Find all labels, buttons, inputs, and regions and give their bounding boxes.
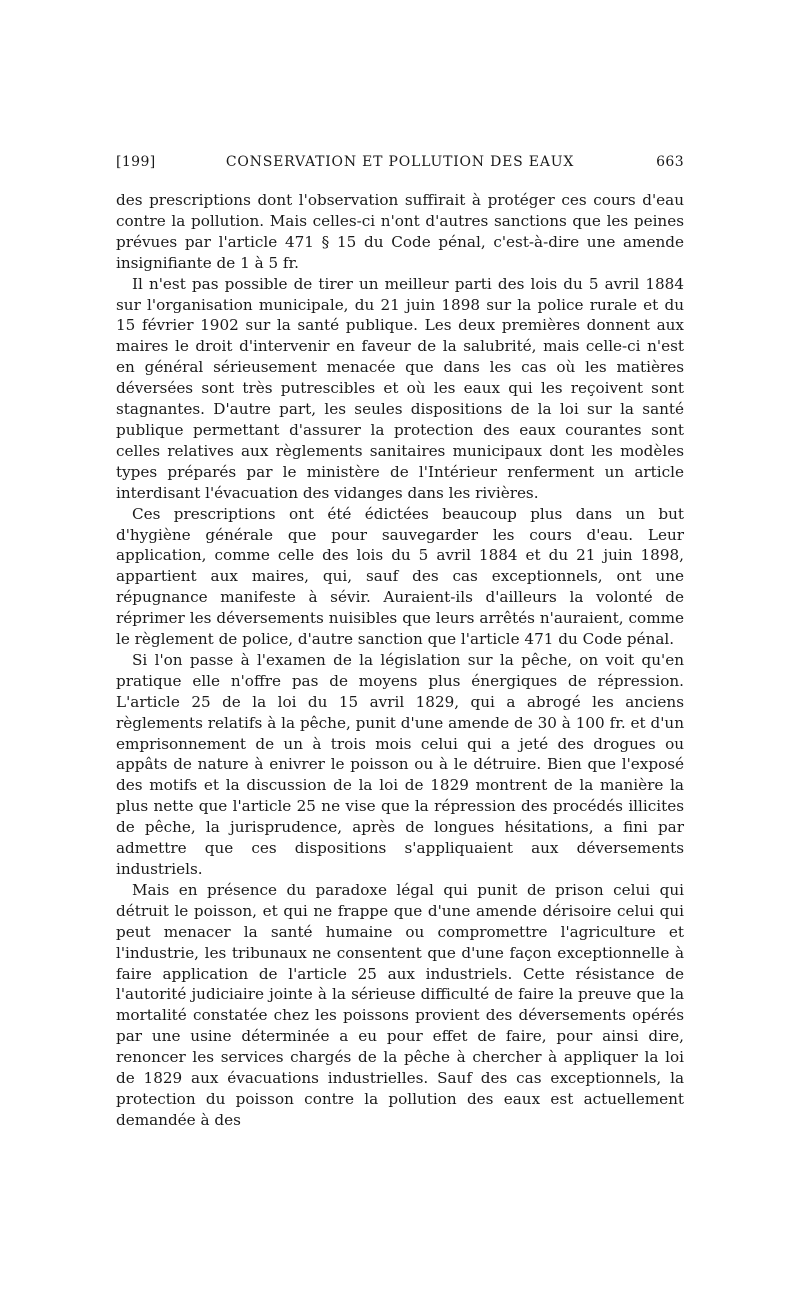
paragraph-continued: des prescriptions dont l'observation suffirait à protéger ces cours d'eau contre la pollution. Mais celles-ci n'ont d'autres sanctions que les peines prévues par l'article 471 § 15 du Code pénal, c'est-à-dire une amende insignifiante de 1 à 5 fr. bbox=[116, 191, 684, 272]
body-text bbox=[116, 190, 684, 1131]
page-number: 663 bbox=[656, 154, 684, 170]
book-page bbox=[116, 150, 684, 1131]
running-header bbox=[116, 150, 684, 176]
paragraph: Si l'on passe à l'examen de la législation sur la pêche, on voit qu'en pratique elle n'offre pas de moyens plus énergiques de répression. L'article 25 de la loi du 15 avril 1829, qui a abrogé les anciens règlements relatifs à la pêche, punit d'une amende de 30 à 100 fr. et d'un emprisonnement de un à trois mois celui qui a jeté des drogues ou appâts de nature à enivrer le poisson ou à le détruire. Bien que l'exposé des motifs et la discussion de la loi de 1829 montrent de la manière la plus nette que l'article 25 ne vise que la répression des procédés illicites de pêche, la jurisprudence, après de longues hésitations, a fini par admettre que ces dispositions s'appliquaient aux déversements industriels. bbox=[116, 650, 684, 878]
running-title: CONSERVATION ET POLLUTION DES EAUX bbox=[225, 154, 575, 170]
paragraph: Ces prescriptions ont été édictées beaucoup plus dans un but d'hygiène générale que pour sauvegarder les cours d'eau. Leur application, comme celle des lois du 5 avril 1884 et du 21 juin 1898, appartient aux maires, qui, sauf des cas exceptionnels, ont une répugnance manifeste à sévir. Auraient-ils d'ailleurs la volonté de réprimer les déversements nuisibles que leurs arrêtés n'auraient, comme le règlement de police, d'autre sanction que l'article 471 du Code pénal. bbox=[116, 504, 684, 649]
paragraph: Mais en présence du paradoxe légal qui punit de prison celui qui détruit le poisson, et qui ne frappe que d'une amende dérisoire celui qui peut menacer la santé humaine ou compromettre l'agriculture et l'industrie, les tribunaux ne consentent que d'une façon exceptionnelle à faire application de l'article 25 aux industriels. Cette résistance de l'autorité judiciaire jointe à la sérieuse difficulté de faire la preuve que la mortalité constatée chez les poissons provient des déversements opérés par une usine déterminée a eu pour effet de faire, pour ainsi dire, renoncer les services chargés de la pêche à chercher à appliquer la loi de 1829 aux évacuations industrielles. Sauf des cas exceptionnels, la protection du poisson contre la pollution des eaux est actuellement demandée à des bbox=[116, 880, 684, 1129]
section-number: [199] bbox=[116, 154, 156, 170]
paragraph: Il n'est pas possible de tirer un meilleur parti des lois du 5 avril 1884 sur l'organisation municipale, du 21 juin 1898 sur la police rurale et du 15 février 1902 sur la santé publique. Les deux premières donnent aux maires le droit d'intervenir en faveur de la salubrité, mais celle-ci n'est en général sérieusement menacée que dans les cas où les matières déversées sont très putrescibles et où les eaux qui les reçoivent sont stagnantes. D'autre part, les seules dispositions de la loi sur la santé publique permettant d'assurer la protection des eaux courantes sont celles relatives aux règlements sanitaires municipaux dont les modèles types préparés par le ministère de l'Intérieur renferment un article interdisant l'évacuation des vidanges dans les rivières. bbox=[116, 274, 684, 502]
